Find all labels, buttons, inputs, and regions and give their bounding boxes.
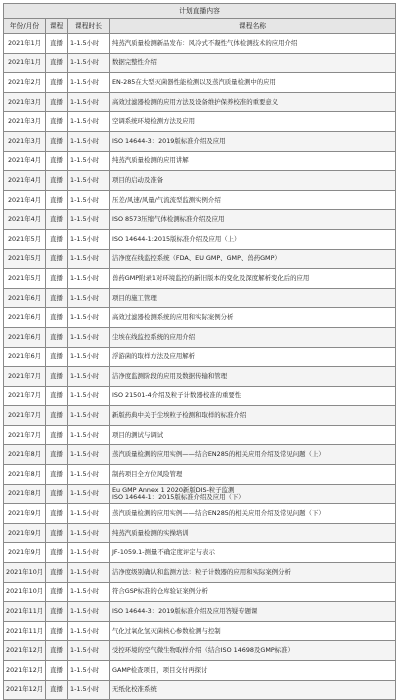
cell-course-name: 纯蒸汽质量检测的应用讲解 — [110, 151, 396, 171]
cell-date: 2021年5月 — [4, 249, 46, 269]
table-row — [4, 288, 396, 308]
cell-type: 直播 — [46, 92, 68, 112]
table-row — [4, 504, 396, 524]
cell-course-name: ISO 14644-3：2019版标准介绍及应用 — [110, 131, 396, 151]
cell-course-name: 项目的施工管理 — [110, 288, 396, 308]
cell-course-name: 空调系统环境检测方法及应用 — [110, 112, 396, 132]
cell-type: 直播 — [46, 131, 68, 151]
table-row — [4, 347, 396, 367]
cell-date: 2021年4月 — [4, 171, 46, 191]
cell-type: 直播 — [46, 112, 68, 132]
cell-duration: 1-1.5小时 — [68, 445, 110, 465]
cell-date: 2021年4月 — [4, 210, 46, 230]
cell-date: 2021年7月 — [4, 425, 46, 445]
cell-duration: 1-1.5小时 — [68, 210, 110, 230]
table-row — [4, 229, 396, 249]
table-row — [4, 308, 396, 328]
cell-date: 2021年8月 — [4, 445, 46, 465]
table-row — [4, 641, 396, 661]
cell-course-name: 纯蒸汽质量检测新品发布：风冷式不凝性气体检测技术的应用介绍 — [110, 34, 396, 54]
table-row — [4, 621, 396, 641]
cell-course-name: 高效过滤器检测系统的应用和实际案例分析 — [110, 308, 396, 328]
cell-date: 2021年9月 — [4, 523, 46, 543]
cell-course-name: 项目的测试与调试 — [110, 425, 396, 445]
cell-course-name: GAMP检查项目，项目交付再探讨 — [110, 661, 396, 681]
cell-type: 直播 — [46, 523, 68, 543]
table-row — [4, 680, 396, 700]
table-row — [4, 406, 396, 426]
table-row — [4, 151, 396, 171]
cell-duration: 1-1.5小时 — [68, 151, 110, 171]
cell-type: 直播 — [46, 406, 68, 426]
table-row — [4, 131, 396, 151]
course-schedule-table — [3, 3, 396, 700]
cell-type: 直播 — [46, 661, 68, 681]
cell-date: 2021年11月 — [4, 621, 46, 641]
cell-duration: 1-1.5小时 — [68, 563, 110, 583]
cell-duration: 1-1.5小时 — [68, 621, 110, 641]
table-row — [4, 210, 396, 230]
cell-type: 直播 — [46, 386, 68, 406]
course-schedule-sheet — [3, 3, 395, 700]
cell-duration: 1-1.5小时 — [68, 582, 110, 602]
cell-duration: 1-1.5小时 — [68, 269, 110, 289]
header-name: 课程名称 — [110, 19, 396, 34]
cell-date: 2021年3月 — [4, 112, 46, 132]
table-row — [4, 34, 396, 54]
cell-date: 2021年9月 — [4, 504, 46, 524]
cell-course-name: 压差/风速/风量/气流流型监测实例介绍 — [110, 190, 396, 210]
header-date: 年份/月份 — [4, 19, 46, 34]
cell-type: 直播 — [46, 504, 68, 524]
cell-duration: 1-1.5小时 — [68, 171, 110, 191]
cell-duration: 1-1.5小时 — [68, 53, 110, 73]
cell-type: 直播 — [46, 288, 68, 308]
cell-course-name: 蒸汽质量检测的应用实例——结合EN285的相关应用介绍及常见问题（下） — [110, 504, 396, 524]
cell-duration: 1-1.5小时 — [68, 34, 110, 54]
cell-duration: 1-1.5小时 — [68, 523, 110, 543]
cell-duration: 1-1.5小时 — [68, 386, 110, 406]
cell-date: 2021年6月 — [4, 327, 46, 347]
table-row — [4, 602, 396, 622]
table-body — [4, 34, 396, 700]
cell-type: 直播 — [46, 308, 68, 328]
cell-course-name: 洁净度在线监控系统（FDA、EU GMP、GMP、兽药GMP） — [110, 249, 396, 269]
cell-type: 直播 — [46, 229, 68, 249]
cell-type: 直播 — [46, 543, 68, 563]
cell-type: 直播 — [46, 73, 68, 93]
cell-course-name: 高效过滤器检测的应用方法及设备维护保养校准的重要意义 — [110, 92, 396, 112]
cell-course-name: 项目的启动及准备 — [110, 171, 396, 191]
table-row — [4, 425, 396, 445]
cell-date: 2021年4月 — [4, 190, 46, 210]
cell-duration: 1-1.5小时 — [68, 543, 110, 563]
cell-course-name: 兽药GMP附录1对环境监控的新旧版本的变化及深度解析变化后的应用 — [110, 269, 396, 289]
cell-course-name: 符合GSP标准的仓库验证案例分析 — [110, 582, 396, 602]
cell-date: 2021年8月 — [4, 484, 46, 504]
cell-type: 直播 — [46, 171, 68, 191]
table-row — [4, 661, 396, 681]
cell-date: 2021年12月 — [4, 641, 46, 661]
cell-duration: 1-1.5小时 — [68, 661, 110, 681]
cell-type: 直播 — [46, 621, 68, 641]
cell-type: 直播 — [46, 563, 68, 583]
cell-date: 2021年1月 — [4, 34, 46, 54]
cell-type: 直播 — [46, 151, 68, 171]
cell-duration: 1-1.5小时 — [68, 367, 110, 387]
cell-type: 直播 — [46, 210, 68, 230]
cell-date: 2021年2月 — [4, 73, 46, 93]
cell-date: 2021年9月 — [4, 543, 46, 563]
cell-course-name: JF-1059.1-测量不确定度评定与表示 — [110, 543, 396, 563]
cell-date: 2021年6月 — [4, 347, 46, 367]
cell-date: 2021年10月 — [4, 582, 46, 602]
cell-date: 2021年3月 — [4, 131, 46, 151]
cell-type: 直播 — [46, 445, 68, 465]
cell-course-name: 蒸汽质量检测的应用实例——结合EN285的相关应用介绍及常见问题（上） — [110, 445, 396, 465]
table-row — [4, 53, 396, 73]
cell-course-name: Eu GMP Annex 1 2020新版DIS-粒子监测 ISO 14644-1：2015版标准介绍及应用（下） — [110, 484, 396, 504]
cell-type: 直播 — [46, 53, 68, 73]
table-row — [4, 73, 396, 93]
cell-duration: 1-1.5小时 — [68, 249, 110, 269]
cell-duration: 1-1.5小时 — [68, 465, 110, 485]
table-title: 计划直播内容 — [4, 4, 396, 19]
cell-duration: 1-1.5小时 — [68, 327, 110, 347]
cell-duration: 1-1.5小时 — [68, 112, 110, 132]
cell-course-name: 纯蒸汽质量检测的实操培训 — [110, 523, 396, 543]
cell-type: 直播 — [46, 249, 68, 269]
cell-duration: 1-1.5小时 — [68, 131, 110, 151]
cell-course-name: 制药项目全方位风险管理 — [110, 465, 396, 485]
table-row — [4, 484, 396, 504]
cell-type: 直播 — [46, 484, 68, 504]
cell-course-name: ISO 14644-3：2019版标准介绍及应用答疑专题课 — [110, 602, 396, 622]
cell-type: 直播 — [46, 327, 68, 347]
cell-date: 2021年4月 — [4, 151, 46, 171]
cell-course-name: 洁净度监测阶段的应用及数据传输和管理 — [110, 367, 396, 387]
table-row — [4, 543, 396, 563]
table-title-row — [4, 4, 396, 19]
table-row — [4, 190, 396, 210]
cell-date: 2021年7月 — [4, 367, 46, 387]
cell-course-name: 无纸化校准系统 — [110, 680, 396, 700]
cell-date: 2021年12月 — [4, 680, 46, 700]
cell-type: 直播 — [46, 347, 68, 367]
cell-duration: 1-1.5小时 — [68, 288, 110, 308]
table-row — [4, 112, 396, 132]
cell-course-name: 新版药典中关于尘埃粒子检测和取样的标准介绍 — [110, 406, 396, 426]
header-type: 课程 — [46, 19, 68, 34]
cell-type: 直播 — [46, 582, 68, 602]
cell-duration: 1-1.5小时 — [68, 680, 110, 700]
cell-date: 2021年8月 — [4, 465, 46, 485]
cell-type: 直播 — [46, 34, 68, 54]
cell-course-name: 浮游菌的取样方法及应用解析 — [110, 347, 396, 367]
cell-duration: 1-1.5小时 — [68, 190, 110, 210]
cell-type: 直播 — [46, 465, 68, 485]
cell-type: 直播 — [46, 269, 68, 289]
cell-duration: 1-1.5小时 — [68, 92, 110, 112]
cell-type: 直播 — [46, 367, 68, 387]
cell-duration: 1-1.5小时 — [68, 73, 110, 93]
table-row — [4, 367, 396, 387]
cell-type: 直播 — [46, 190, 68, 210]
cell-course-name: 气化过氧化氢灭菌核心参数检测与控制 — [110, 621, 396, 641]
cell-date: 2021年5月 — [4, 229, 46, 249]
table-row — [4, 523, 396, 543]
cell-duration: 1-1.5小时 — [68, 229, 110, 249]
table-row — [4, 386, 396, 406]
cell-course-name: 受控环境的空气微生物取样介绍（结合ISO 14698及GMP标准） — [110, 641, 396, 661]
cell-date: 2021年7月 — [4, 406, 46, 426]
cell-course-name: 洁净度级别确认和监测方法：粒子计数器的应用和实际案例分析 — [110, 563, 396, 583]
cell-date: 2021年12月 — [4, 661, 46, 681]
cell-type: 直播 — [46, 680, 68, 700]
cell-duration: 1-1.5小时 — [68, 425, 110, 445]
table-row — [4, 327, 396, 347]
table-row — [4, 92, 396, 112]
cell-duration: 1-1.5小时 — [68, 308, 110, 328]
cell-date: 2021年5月 — [4, 269, 46, 289]
cell-type: 直播 — [46, 641, 68, 661]
table-row — [4, 582, 396, 602]
table-row — [4, 249, 396, 269]
table-row — [4, 269, 396, 289]
cell-course-name: 数据完整性介绍 — [110, 53, 396, 73]
header-duration: 课程时长 — [68, 19, 110, 34]
table-row — [4, 171, 396, 191]
cell-date: 2021年6月 — [4, 308, 46, 328]
cell-type: 直播 — [46, 602, 68, 622]
cell-duration: 1-1.5小时 — [68, 484, 110, 504]
cell-date: 2021年10月 — [4, 563, 46, 583]
cell-duration: 1-1.5小时 — [68, 406, 110, 426]
table-row — [4, 445, 396, 465]
cell-duration: 1-1.5小时 — [68, 504, 110, 524]
table-header-row — [4, 19, 396, 34]
cell-date: 2021年1月 — [4, 53, 46, 73]
cell-date: 2021年6月 — [4, 288, 46, 308]
cell-course-name: ISO 14644-1:2015版标准介绍及应用（上） — [110, 229, 396, 249]
cell-course-name: ISO 21501-4介绍及粒子计数器校准的重要性 — [110, 386, 396, 406]
cell-date: 2021年7月 — [4, 386, 46, 406]
cell-type: 直播 — [46, 425, 68, 445]
cell-duration: 1-1.5小时 — [68, 641, 110, 661]
cell-date: 2021年11月 — [4, 602, 46, 622]
cell-duration: 1-1.5小时 — [68, 602, 110, 622]
cell-course-name: 尘埃在线监控系统的应用介绍 — [110, 327, 396, 347]
cell-date: 2021年3月 — [4, 92, 46, 112]
table-row — [4, 563, 396, 583]
cell-course-name: ISO 8573压缩气体检测标准介绍及应用 — [110, 210, 396, 230]
table-row — [4, 465, 396, 485]
cell-duration: 1-1.5小时 — [68, 347, 110, 367]
cell-course-name: EN-285在大型灭菌器性能检测以及蒸汽质量检测中的应用 — [110, 73, 396, 93]
